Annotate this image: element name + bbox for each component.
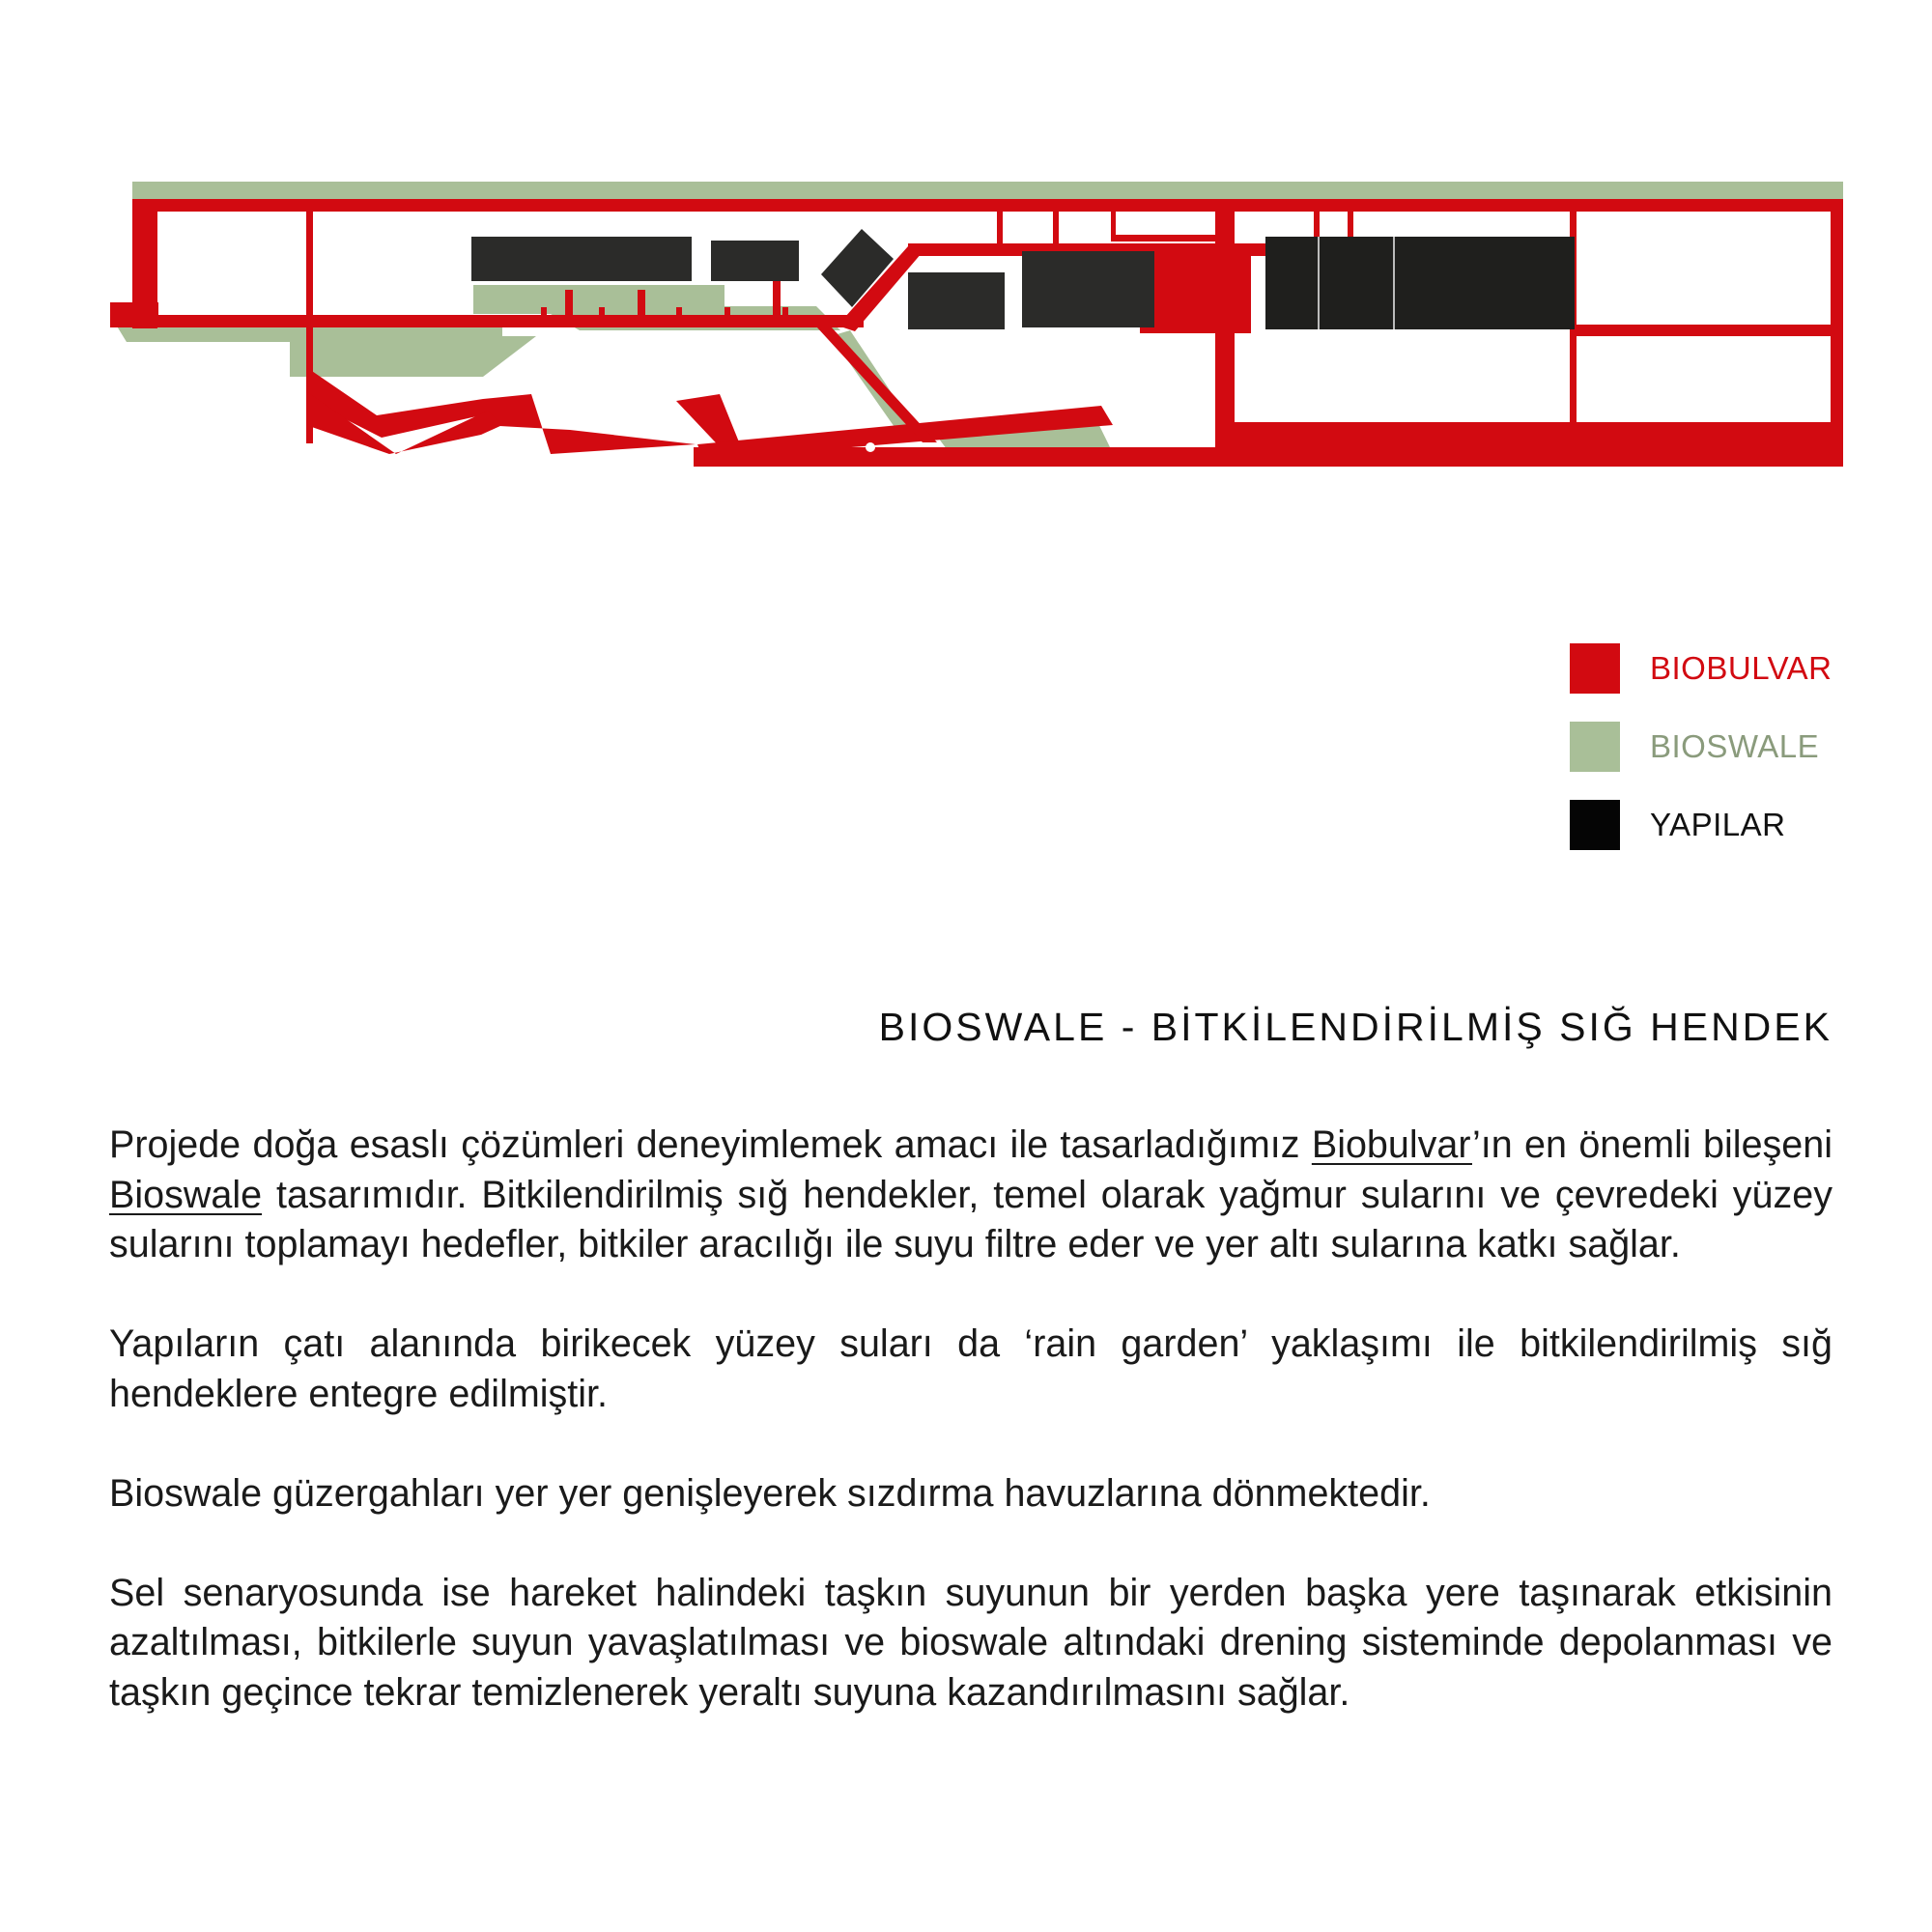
legend-label: BIOSWALE bbox=[1650, 728, 1820, 764]
yapilar-swatch-icon bbox=[1570, 800, 1620, 850]
paragraph-1 bbox=[109, 1121, 1833, 1270]
bioswale-term: Bioswale bbox=[109, 1173, 263, 1216]
section-title: BIOSWALE - BİTKİLENDİRİLMİŞ SIĞ HENDEK bbox=[878, 1005, 1833, 1049]
map-legend bbox=[1570, 643, 1833, 878]
paragraph-2: Yapıların çatı alanında birikecek yüzey suları da ‘rain garden’ yaklaşımı ile bitkilendirilmiş sığ hendeklere entegre edilmiştir. bbox=[109, 1322, 1833, 1415]
p1-text-a: Projede doğa esaslı çözümleri deneyimlemek amacı ile tasarladığımız bbox=[109, 1123, 1312, 1166]
biobulvar-term: Biobulvar bbox=[1311, 1123, 1472, 1166]
node-dot bbox=[866, 442, 875, 452]
paragraph-4: Sel senaryosunda ise hareket halindeki taşkın suyunun bir yerden başka yere taşınarak etkisinin azaltılması, bitkilerle suyun yavaşlatılması ve bioswale altındaki drening sisteminde depolanması ve taşkın geçince tekrar temizlenerek yeraltı suyuna kazandırılmasını sağlar. bbox=[109, 1571, 1833, 1714]
legend-label: BIOBULVAR bbox=[1650, 650, 1833, 686]
legend-item-yapilar bbox=[1570, 800, 1833, 850]
paragraph-3: Bioswale güzergahları yer yer genişleyerek sızdırma havuzlarına dönmektedir. bbox=[109, 1471, 1431, 1515]
legend-label: YAPILAR bbox=[1650, 807, 1786, 842]
legend-item-biobulvar bbox=[1570, 643, 1833, 694]
legend-item-bioswale bbox=[1570, 722, 1833, 772]
bioswale-swatch-icon bbox=[1570, 722, 1620, 772]
body-text bbox=[109, 1121, 1833, 1768]
p1-text-b: ’ın en önemli bileşeni bbox=[1471, 1123, 1833, 1166]
p1-text-c: tasarımıdır. Bitkilendirilmiş sığ hendekler, temel olarak yağmur sularını ve çevredeki yüzey sularını toplamayı hedefler, bitkiler aracılığı ile suyu filtre eder ve yer altı sularına katkı sağlar. bbox=[109, 1173, 1833, 1265]
site-plan-diagram bbox=[0, 0, 1932, 541]
biobulvar-swatch-icon bbox=[1570, 643, 1620, 694]
